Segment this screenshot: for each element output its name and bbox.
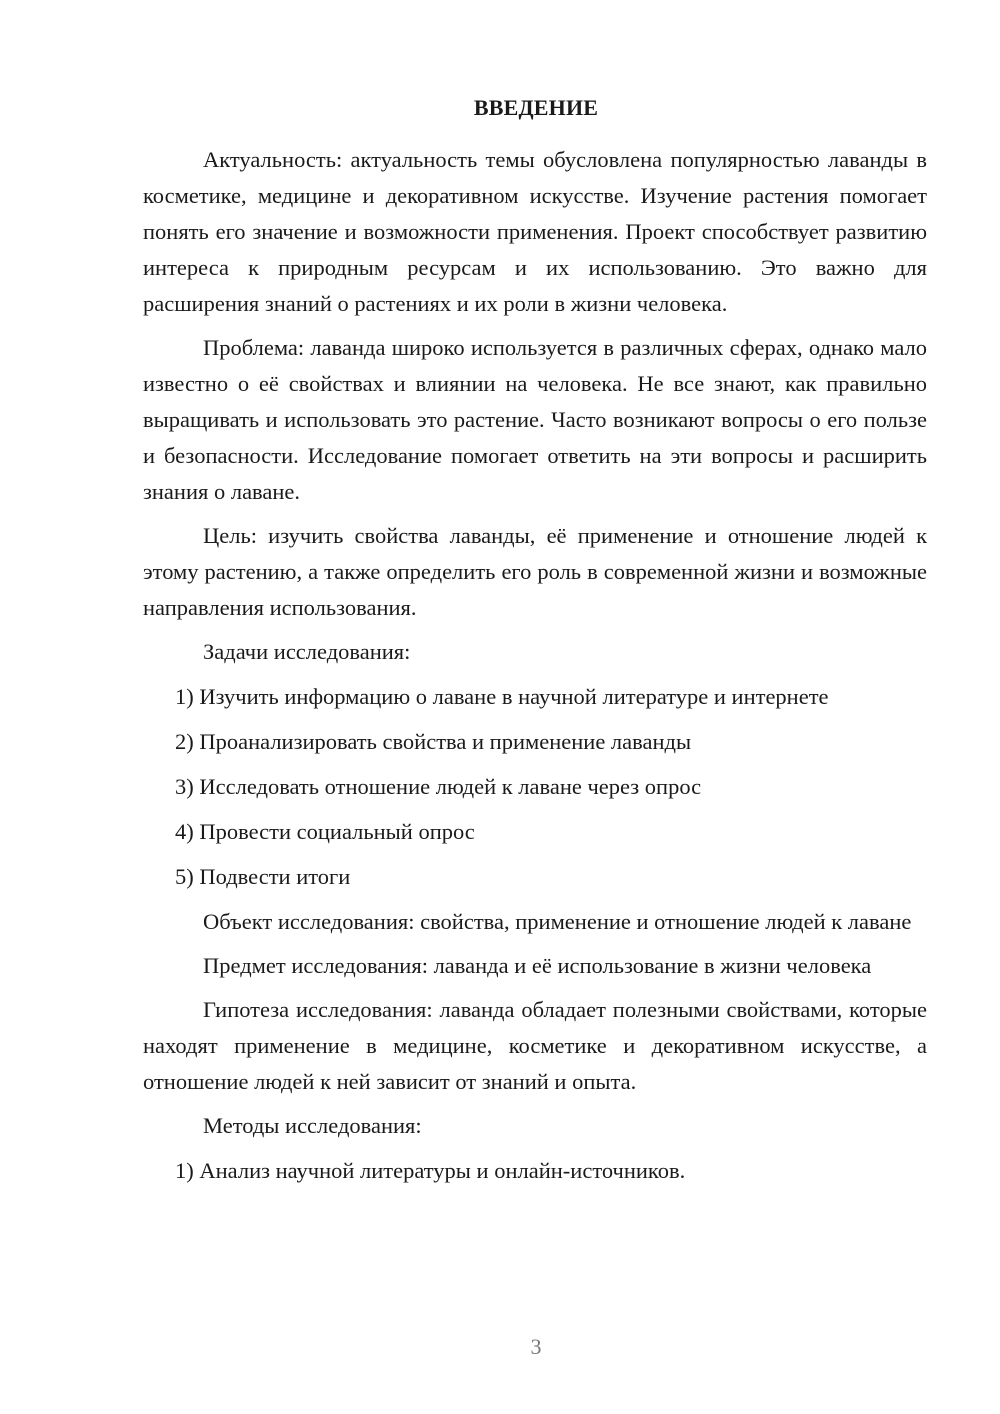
- methods-heading: Методы исследования:: [203, 1113, 422, 1138]
- list-item: 5) Подвести итоги: [175, 864, 351, 889]
- object-paragraph: Объект исследования: свойства, применение и отношение людей к лаване: [203, 909, 912, 934]
- list-item: 4) Провести социальный опрос: [175, 819, 475, 844]
- list-item: 3) Исследовать отношение людей к лаване через опрос: [175, 774, 702, 799]
- subject-paragraph: Предмет исследования: лаванда и её использование в жизни человека: [203, 953, 872, 978]
- methods-list: [143, 1153, 927, 1189]
- document-body: [143, 142, 927, 1198]
- list-item: 1) Изучить информацию о лаване в научной литературе и интернете: [175, 684, 829, 709]
- tasks-heading: Задачи исследования:: [203, 639, 411, 664]
- section-title: ВВЕДЕНИЕ: [473, 95, 599, 120]
- relevance-paragraph: Актуальность: актуальность темы обусловлена популярностью лаванды в косметике, медицине и декоративном искусстве. Изучение растения помогает понять его значение и возможности применения. Проект способствует развитию интереса к природным ресурсам и их использованию. Это важно для расширения знаний о растениях и их роли в жизни человека.: [143, 147, 927, 316]
- tasks-list: [143, 679, 927, 895]
- hypothesis-paragraph: Гипотеза исследования: лаванда обладает полезными свойствами, которые находят применение в медицине, косметике и декоративном искусстве, а отношение людей к ней зависит от знаний и опыта.: [143, 997, 927, 1094]
- problem-paragraph: Проблема: лаванда широко используется в различных сферах, однако мало известно о её свойствах и влиянии на человека. Не все знают, как правильно выращивать и использовать это растение. Часто возникают вопросы о его пользе и безопасности. Исследование помогает ответить на эти вопросы и расширить знания о лаване.: [143, 335, 927, 504]
- goal-paragraph: Цель: изучить свойства лаванды, её применение и отношение людей к этому растению, а также определить его роль в современной жизни и возможные направления использования.: [143, 523, 927, 620]
- list-item: 2) Проанализировать свойства и применение лаванды: [175, 729, 692, 754]
- page-number: 3: [530, 1334, 542, 1359]
- list-item: 1) Анализ научной литературы и онлайн-источников.: [175, 1158, 686, 1183]
